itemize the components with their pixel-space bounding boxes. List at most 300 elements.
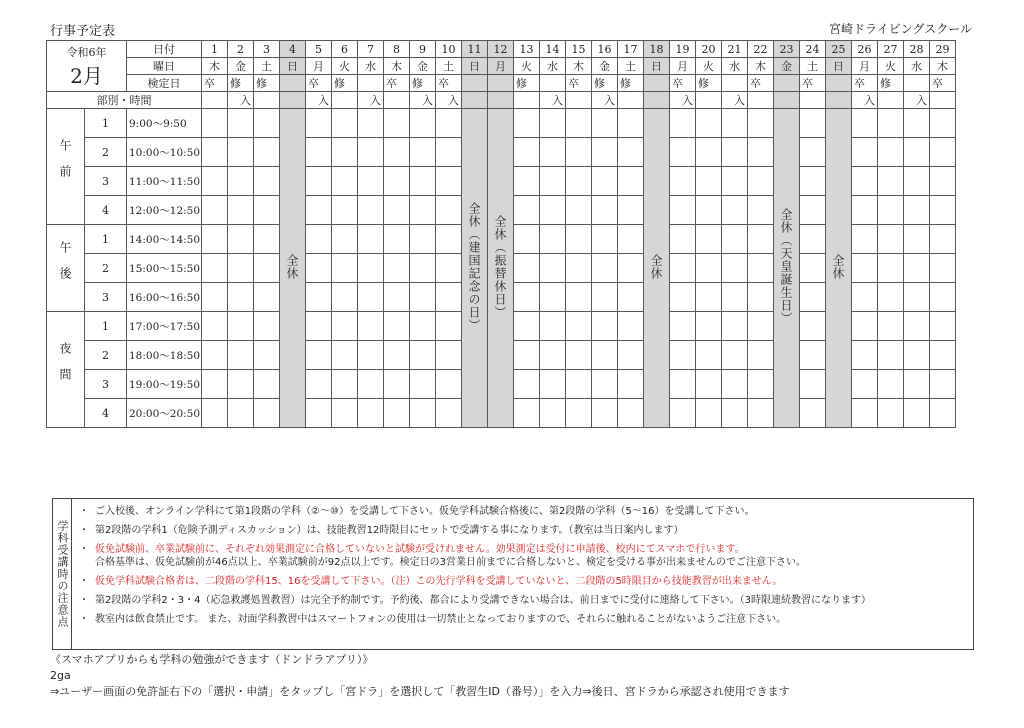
holiday-column bbox=[462, 109, 488, 428]
note-text: 教室内は飲食禁止です。 また、対面学科教習中はスマートフォンの使用は一切禁止となっておりますので、それらに触れることがないようご注意下さい。 bbox=[95, 614, 787, 625]
admission-cell bbox=[254, 92, 280, 109]
weekday-cell: 火 bbox=[696, 58, 722, 75]
schedule-cell bbox=[228, 254, 254, 283]
exam-cell bbox=[488, 75, 514, 92]
schedule-cell bbox=[306, 225, 332, 254]
schedule-cell bbox=[254, 196, 280, 225]
schedule-cell bbox=[592, 370, 618, 399]
schedule-cell bbox=[384, 370, 410, 399]
schedule-cell bbox=[748, 312, 774, 341]
schedule-cell bbox=[904, 283, 930, 312]
schedule-cell bbox=[592, 167, 618, 196]
period-time: 12:00〜12:50 bbox=[127, 196, 202, 225]
schedule-cell bbox=[202, 225, 228, 254]
schedule-cell bbox=[800, 138, 826, 167]
period-number: 3 bbox=[85, 370, 127, 399]
schedule-cell bbox=[618, 341, 644, 370]
schedule-cell bbox=[748, 225, 774, 254]
date-cell: 16 bbox=[592, 41, 618, 58]
schedule-cell bbox=[254, 225, 280, 254]
schedule-cell bbox=[514, 109, 540, 138]
schedule-cell bbox=[540, 138, 566, 167]
schedule-cell bbox=[540, 167, 566, 196]
schedule-cell bbox=[670, 138, 696, 167]
schedule-cell bbox=[410, 167, 436, 196]
schedule-cell bbox=[202, 254, 228, 283]
schedule-cell bbox=[228, 370, 254, 399]
date-cell: 28 bbox=[904, 41, 930, 58]
schedule-cell bbox=[722, 225, 748, 254]
schedule-cell bbox=[384, 341, 410, 370]
schedule-cell bbox=[800, 341, 826, 370]
schedule-cell bbox=[358, 370, 384, 399]
schedule-cell bbox=[800, 254, 826, 283]
schedule-cell bbox=[358, 138, 384, 167]
schedule-cell bbox=[618, 399, 644, 428]
schedule-cell bbox=[228, 167, 254, 196]
schedule-cell bbox=[904, 312, 930, 341]
schedule-cell bbox=[228, 225, 254, 254]
schedule-cell bbox=[514, 341, 540, 370]
schedule-cell bbox=[332, 254, 358, 283]
schedule-cell bbox=[228, 196, 254, 225]
exam-cell: 修 bbox=[618, 75, 644, 92]
schedule-cell bbox=[592, 283, 618, 312]
schedule-cell bbox=[904, 167, 930, 196]
weekday-cell: 木 bbox=[566, 58, 592, 75]
schedule-cell bbox=[358, 225, 384, 254]
schedule-cell bbox=[514, 254, 540, 283]
schedule-cell bbox=[228, 399, 254, 428]
schedule-cell bbox=[904, 138, 930, 167]
schedule-cell bbox=[904, 341, 930, 370]
schedule-cell bbox=[566, 109, 592, 138]
schedule-cell bbox=[436, 399, 462, 428]
schedule-cell bbox=[930, 341, 956, 370]
date-cell: 7 bbox=[358, 41, 384, 58]
exam-row-label: 検定日 bbox=[127, 75, 202, 92]
schedule-cell bbox=[566, 399, 592, 428]
notes-label: 学科受講時の注意点 bbox=[53, 499, 72, 649]
schedule-cell bbox=[618, 254, 644, 283]
notes-box bbox=[52, 498, 974, 650]
schedule-cell bbox=[254, 312, 280, 341]
schedule-cell bbox=[852, 109, 878, 138]
schedule-cell bbox=[332, 312, 358, 341]
schedule-cell bbox=[852, 225, 878, 254]
schedule-cell bbox=[722, 341, 748, 370]
holiday-column bbox=[826, 109, 852, 428]
schedule-cell bbox=[670, 341, 696, 370]
schedule-cell bbox=[436, 167, 462, 196]
schedule-cell bbox=[514, 370, 540, 399]
exam-cell: 卒 bbox=[306, 75, 332, 92]
schedule-cell bbox=[670, 370, 696, 399]
schedule-cell bbox=[748, 341, 774, 370]
note-text: 第2段階の学科1（危険予測ディスカッション）は、技能教習12時限目にセットで受講する事になります。（教室は当日案内します） bbox=[95, 525, 684, 536]
schedule-cell bbox=[436, 225, 462, 254]
schedule-cell bbox=[202, 399, 228, 428]
date-cell: 12 bbox=[488, 41, 514, 58]
holiday-text: 全休（建国記念の日） bbox=[467, 201, 481, 332]
date-cell: 21 bbox=[722, 41, 748, 58]
exam-cell bbox=[462, 75, 488, 92]
schedule-cell bbox=[384, 196, 410, 225]
schedule-cell bbox=[436, 283, 462, 312]
date-cell: 13 bbox=[514, 41, 540, 58]
section-label-text: 午前 bbox=[58, 139, 72, 191]
schedule-cell bbox=[358, 399, 384, 428]
schedule-cell bbox=[306, 283, 332, 312]
schedule-cell bbox=[410, 254, 436, 283]
admission-cell bbox=[488, 92, 514, 109]
schedule-cell bbox=[358, 312, 384, 341]
note-text: 仮免試験前、卒業試験前に、それぞれ効果測定に合格していないと試験が受けれません。効果測定は受付に申請後、校内にてスマホで行います。 bbox=[95, 544, 745, 555]
admission-cell: 入 bbox=[722, 92, 748, 109]
period-number: 1 bbox=[85, 312, 127, 341]
schedule-cell bbox=[852, 138, 878, 167]
schedule-cell bbox=[436, 341, 462, 370]
schedule-cell bbox=[410, 341, 436, 370]
date-cell: 18 bbox=[644, 41, 670, 58]
admission-cell: 入 bbox=[436, 92, 462, 109]
schedule-cell bbox=[878, 312, 904, 341]
schedule-cell bbox=[410, 225, 436, 254]
weekday-cell: 水 bbox=[358, 58, 384, 75]
schedule-cell bbox=[566, 196, 592, 225]
schedule-cell bbox=[306, 196, 332, 225]
schedule-cell bbox=[514, 283, 540, 312]
section-label bbox=[47, 225, 85, 312]
schedule-cell bbox=[410, 109, 436, 138]
period-time: 20:00〜20:50 bbox=[127, 399, 202, 428]
schedule-cell bbox=[800, 283, 826, 312]
weekday-cell: 金 bbox=[228, 58, 254, 75]
schedule-cell bbox=[436, 138, 462, 167]
period-time: 15:00〜15:50 bbox=[127, 254, 202, 283]
schedule-cell bbox=[306, 138, 332, 167]
admission-cell: 入 bbox=[852, 92, 878, 109]
schedule-cell bbox=[800, 370, 826, 399]
schedule-cell bbox=[254, 399, 280, 428]
schedule-cell bbox=[618, 283, 644, 312]
schedule-cell bbox=[384, 225, 410, 254]
schedule-cell bbox=[618, 109, 644, 138]
schedule-cell bbox=[410, 196, 436, 225]
schedule-cell bbox=[930, 254, 956, 283]
admission-cell bbox=[332, 92, 358, 109]
date-cell: 3 bbox=[254, 41, 280, 58]
admission-cell bbox=[566, 92, 592, 109]
schedule-cell bbox=[904, 225, 930, 254]
schedule-cell bbox=[904, 370, 930, 399]
schedule-cell bbox=[332, 225, 358, 254]
date-cell: 14 bbox=[540, 41, 566, 58]
section-label-text: 夜間 bbox=[58, 342, 72, 394]
schedule-cell bbox=[852, 196, 878, 225]
schedule-cell bbox=[852, 167, 878, 196]
schedule-cell bbox=[930, 196, 956, 225]
admission-cell bbox=[514, 92, 540, 109]
schedule-cell bbox=[618, 312, 644, 341]
exam-cell: 修 bbox=[254, 75, 280, 92]
date-cell: 26 bbox=[852, 41, 878, 58]
weekday-cell: 水 bbox=[904, 58, 930, 75]
date-cell: 15 bbox=[566, 41, 592, 58]
schedule-cell bbox=[566, 225, 592, 254]
date-cell: 1 bbox=[202, 41, 228, 58]
weekday-cell: 木 bbox=[202, 58, 228, 75]
schedule-cell bbox=[748, 138, 774, 167]
schedule-cell bbox=[332, 399, 358, 428]
schedule-cell bbox=[540, 109, 566, 138]
schedule-cell bbox=[696, 225, 722, 254]
period-number: 3 bbox=[85, 167, 127, 196]
schedule-cell bbox=[592, 399, 618, 428]
note-item bbox=[79, 505, 973, 518]
schedule-cell bbox=[800, 225, 826, 254]
schedule-cell bbox=[748, 167, 774, 196]
schedule-cell bbox=[696, 109, 722, 138]
schedule-cell bbox=[514, 399, 540, 428]
schedule-cell bbox=[670, 283, 696, 312]
weekday-cell: 日 bbox=[644, 58, 670, 75]
weekday-cell: 月 bbox=[670, 58, 696, 75]
admission-cell bbox=[644, 92, 670, 109]
admission-cell bbox=[202, 92, 228, 109]
admission-cell: 入 bbox=[306, 92, 332, 109]
period-number: 2 bbox=[85, 254, 127, 283]
schedule-cell bbox=[696, 312, 722, 341]
schedule-cell bbox=[384, 254, 410, 283]
period-number: 3 bbox=[85, 283, 127, 312]
schedule-cell bbox=[436, 312, 462, 341]
exam-cell bbox=[826, 75, 852, 92]
schedule-cell bbox=[358, 254, 384, 283]
admission-cell: 入 bbox=[592, 92, 618, 109]
schedule-cell bbox=[332, 109, 358, 138]
date-cell: 11 bbox=[462, 41, 488, 58]
schedule-cell bbox=[904, 196, 930, 225]
schedule-cell bbox=[930, 109, 956, 138]
exam-cell bbox=[358, 75, 384, 92]
date-cell: 22 bbox=[748, 41, 774, 58]
page-title: 行事予定表 bbox=[50, 24, 116, 39]
schedule-cell bbox=[878, 399, 904, 428]
exam-cell: 修 bbox=[696, 75, 722, 92]
schedule-cell bbox=[566, 167, 592, 196]
schedule-cell bbox=[618, 225, 644, 254]
admission-cell: 入 bbox=[540, 92, 566, 109]
notes-list bbox=[53, 499, 973, 626]
admission-cell: 入 bbox=[904, 92, 930, 109]
schedule-cell bbox=[722, 109, 748, 138]
schedule-cell bbox=[436, 370, 462, 399]
period-number: 1 bbox=[85, 109, 127, 138]
schedule-cell bbox=[306, 109, 332, 138]
weekday-cell: 月 bbox=[852, 58, 878, 75]
schedule-cell bbox=[722, 167, 748, 196]
schedule-cell bbox=[566, 254, 592, 283]
schedule-cell bbox=[410, 399, 436, 428]
schedule-cell bbox=[410, 312, 436, 341]
exam-cell: 卒 bbox=[384, 75, 410, 92]
note-text: 仮免学科試験合格者は、二段階の学科15、16を受講して下さい。（注）この先行学科を受講していないと、二段階の5時限目から技能教習が出来ません。 bbox=[95, 576, 783, 587]
schedule-cell bbox=[592, 225, 618, 254]
schedule-cell bbox=[202, 167, 228, 196]
schedule-cell bbox=[748, 283, 774, 312]
section-time-label: 部別・時間 bbox=[47, 92, 202, 109]
footer-code: 2ga bbox=[50, 669, 71, 682]
exam-cell: 卒 bbox=[436, 75, 462, 92]
exam-cell bbox=[904, 75, 930, 92]
period-time: 10:00〜10:50 bbox=[127, 138, 202, 167]
schedule-cell bbox=[878, 196, 904, 225]
schedule-cell bbox=[436, 196, 462, 225]
weekday-cell: 土 bbox=[618, 58, 644, 75]
admission-cell bbox=[774, 92, 800, 109]
schedule-cell bbox=[722, 370, 748, 399]
holiday-text: 全休 bbox=[649, 253, 663, 280]
schedule-cell bbox=[228, 312, 254, 341]
admission-cell bbox=[748, 92, 774, 109]
date-cell: 27 bbox=[878, 41, 904, 58]
exam-cell: 修 bbox=[878, 75, 904, 92]
schedule-cell bbox=[592, 109, 618, 138]
weekday-cell: 火 bbox=[878, 58, 904, 75]
section-label bbox=[47, 109, 85, 225]
schedule-cell bbox=[254, 254, 280, 283]
admission-cell bbox=[930, 92, 956, 109]
schedule-cell bbox=[670, 399, 696, 428]
period-number: 4 bbox=[85, 196, 127, 225]
schedule-cell bbox=[852, 370, 878, 399]
schedule-cell bbox=[358, 196, 384, 225]
schedule-cell bbox=[852, 254, 878, 283]
exam-cell: 卒 bbox=[852, 75, 878, 92]
schedule-cell bbox=[254, 109, 280, 138]
weekday-cell: 火 bbox=[332, 58, 358, 75]
schedule-cell bbox=[254, 167, 280, 196]
exam-cell: 卒 bbox=[930, 75, 956, 92]
schedule-cell bbox=[618, 370, 644, 399]
exam-cell: 卒 bbox=[566, 75, 592, 92]
holiday-column bbox=[488, 109, 514, 428]
period-number: 1 bbox=[85, 225, 127, 254]
schedule-cell bbox=[254, 138, 280, 167]
exam-cell bbox=[280, 75, 306, 92]
schedule-cell bbox=[670, 167, 696, 196]
schedule-cell bbox=[878, 167, 904, 196]
schedule-cell bbox=[566, 312, 592, 341]
schedule-cell bbox=[306, 254, 332, 283]
note-text: 第2段階の学科2・3・4（応急救護処置教習）は完全予約制です。予約後、都合により受講できない場合は、前日までに受付に連絡して下さい。（3時限連続教習になります） bbox=[95, 595, 872, 606]
date-cell: 2 bbox=[228, 41, 254, 58]
date-cell: 19 bbox=[670, 41, 696, 58]
weekday-cell: 日 bbox=[826, 58, 852, 75]
schedule-cell bbox=[696, 138, 722, 167]
exam-cell: 卒 bbox=[748, 75, 774, 92]
schedule-cell bbox=[592, 341, 618, 370]
schedule-cell bbox=[228, 109, 254, 138]
schedule-cell bbox=[540, 196, 566, 225]
schedule-cell bbox=[930, 167, 956, 196]
schedule-cell bbox=[228, 138, 254, 167]
schedule-cell bbox=[904, 254, 930, 283]
month-cell bbox=[47, 41, 127, 92]
admission-cell: 入 bbox=[670, 92, 696, 109]
schedule-cell bbox=[540, 283, 566, 312]
schedule-cell bbox=[384, 138, 410, 167]
schedule-cell bbox=[696, 167, 722, 196]
date-cell: 17 bbox=[618, 41, 644, 58]
schedule-cell bbox=[878, 109, 904, 138]
weekday-row-label: 曜日 bbox=[127, 58, 202, 75]
schedule-cell bbox=[332, 138, 358, 167]
period-number: 2 bbox=[85, 138, 127, 167]
schedule-table bbox=[46, 40, 956, 428]
schedule-cell bbox=[332, 341, 358, 370]
admission-cell: 入 bbox=[358, 92, 384, 109]
admission-cell bbox=[800, 92, 826, 109]
schedule-cell bbox=[540, 225, 566, 254]
period-number: 2 bbox=[85, 341, 127, 370]
holiday-text: 全休 bbox=[285, 253, 299, 280]
schedule-cell bbox=[748, 254, 774, 283]
admission-cell: 入 bbox=[228, 92, 254, 109]
footer-app-title: 《スマホアプリからも学科の勉強ができます（ドンドラアプリ）》 bbox=[50, 653, 374, 666]
schedule-cell bbox=[930, 399, 956, 428]
date-cell: 24 bbox=[800, 41, 826, 58]
weekday-cell: 金 bbox=[592, 58, 618, 75]
schedule-cell bbox=[592, 196, 618, 225]
schedule-cell bbox=[384, 283, 410, 312]
note-text: ご入校後、オンライン学科にて第1段階の学科（②〜⑩）を受講して下さい。仮免学科試験合格後に、第2段階の学科（5〜16）を受講して下さい。 bbox=[95, 506, 755, 517]
schedule-cell bbox=[514, 312, 540, 341]
schedule-cell bbox=[254, 341, 280, 370]
weekday-cell: 土 bbox=[800, 58, 826, 75]
schedule-cell bbox=[540, 341, 566, 370]
holiday-text: 全休（振替休日） bbox=[493, 214, 507, 319]
schedule-cell bbox=[878, 370, 904, 399]
schedule-cell bbox=[852, 312, 878, 341]
note-item bbox=[79, 575, 973, 588]
schedule-cell bbox=[930, 283, 956, 312]
schedule-cell bbox=[618, 196, 644, 225]
schedule-cell bbox=[800, 167, 826, 196]
month-label: 2月 bbox=[70, 63, 103, 88]
schedule-cell bbox=[384, 312, 410, 341]
weekday-cell: 土 bbox=[436, 58, 462, 75]
schedule-cell bbox=[228, 283, 254, 312]
schedule-cell bbox=[852, 341, 878, 370]
schedule-cell bbox=[722, 254, 748, 283]
schedule-cell bbox=[722, 138, 748, 167]
schedule-cell bbox=[514, 225, 540, 254]
date-cell: 25 bbox=[826, 41, 852, 58]
date-cell: 20 bbox=[696, 41, 722, 58]
schedule-cell bbox=[306, 312, 332, 341]
weekday-cell: 月 bbox=[306, 58, 332, 75]
schedule-cell bbox=[410, 138, 436, 167]
exam-cell: 卒 bbox=[800, 75, 826, 92]
schedule-cell bbox=[748, 370, 774, 399]
schedule-cell bbox=[202, 283, 228, 312]
holiday-column bbox=[644, 109, 670, 428]
schedule-cell bbox=[670, 109, 696, 138]
footer bbox=[50, 652, 790, 700]
weekday-cell: 木 bbox=[748, 58, 774, 75]
